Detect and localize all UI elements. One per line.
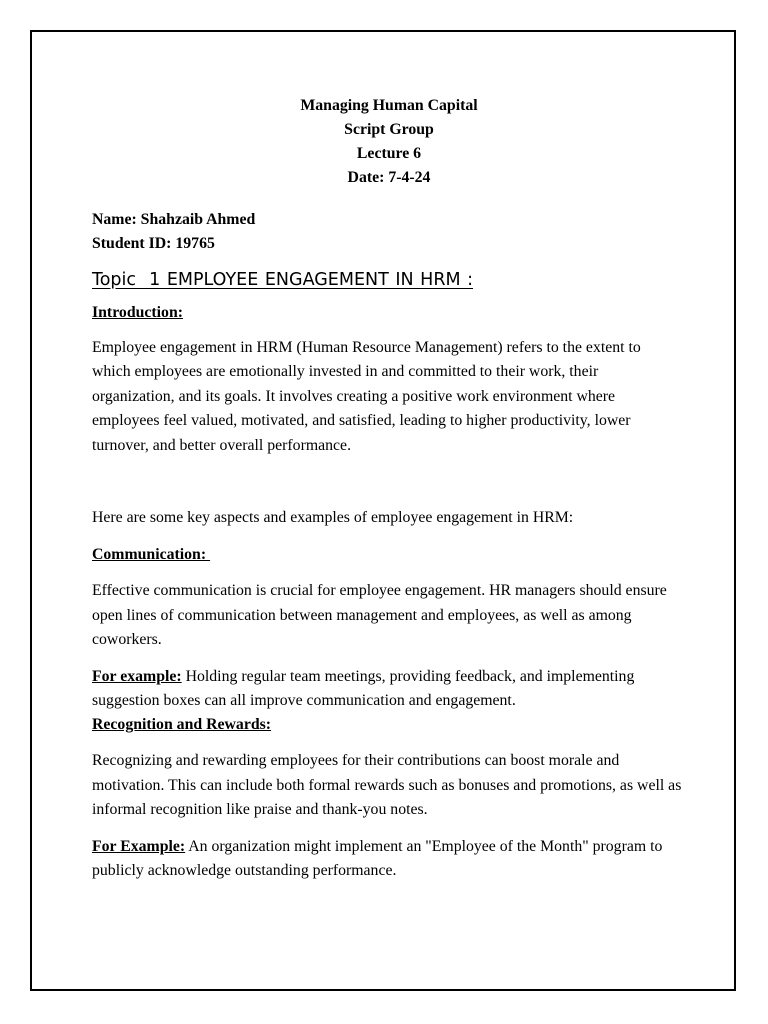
communication-example-label: For example: bbox=[92, 667, 182, 685]
communication-heading: Communication: bbox=[92, 546, 211, 564]
lecture-number: Lecture 6 bbox=[356, 145, 422, 162]
recognition-example-label: For Example: bbox=[92, 837, 186, 855]
communication-example-text: Holding regular team meetings, providing feedback, and implementing suggestion boxes can all improve communication and engagement. bbox=[92, 667, 635, 710]
document-content bbox=[92, 94, 682, 884]
recognition-heading: Recognition and Rewards: bbox=[92, 716, 272, 734]
recognition-example-text: An organization might implement an "Employee of the Month" program to publicly acknowledge outstanding performance. bbox=[92, 837, 663, 880]
document-page bbox=[30, 30, 736, 991]
recognition-paragraph: Recognizing and rewarding employees for their contributions can boost morale and motivation. This can include both formal rewards such as bonuses and promotions, as well as informal recognition like praise and thank-you notes. bbox=[92, 752, 682, 819]
communication-example bbox=[92, 665, 682, 714]
student-id: Student ID: 19765 bbox=[92, 235, 215, 252]
course-title: Managing Human Capital bbox=[300, 97, 478, 114]
introduction-heading: Introduction: bbox=[92, 304, 183, 321]
document-header bbox=[92, 94, 682, 190]
topic-title: Topic 1 EMPLOYEE ENGAGEMENT IN HRM : bbox=[92, 270, 474, 290]
student-name: Name: Shahzaib Ahmed bbox=[92, 211, 256, 228]
lecture-date: Date: 7-4-24 bbox=[347, 169, 431, 186]
communication-paragraph: Effective communication is crucial for employee engagement. HR managers should ensure open lines of communication between management and employees, as well as among coworkers. bbox=[92, 582, 667, 649]
group-name: Script Group bbox=[344, 121, 434, 138]
aspects-intro-paragraph: Here are some key aspects and examples of employee engagement in HRM: bbox=[92, 509, 574, 527]
introduction-paragraph: Employee engagement in HRM (Human Resource Management) refers to the extent to which employees are emotionally invested in and committed to their work, their organization, and its goals. It involves creating a positive work environment where employees feel valued, motivated, and satisfied, leading to higher productivity, lower turnover, and better overall performance. bbox=[92, 339, 641, 454]
student-info bbox=[92, 208, 682, 256]
recognition-example bbox=[92, 835, 682, 884]
